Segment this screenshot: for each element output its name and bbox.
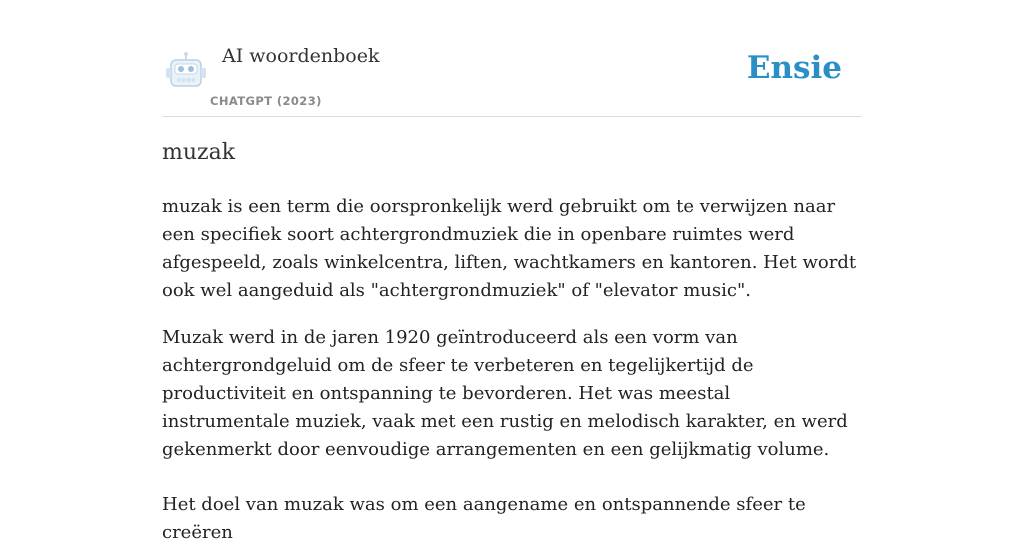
definition-paragraph: Muzak werd in de jaren 1920 geïntroduceerd als een vorm van achtergrondgeluid om de sfeer te verbeteren en tegelijkertijd de productiviteit en ontspanning te bevorderen. Het was meestal instrumentale muziek, vaak met een rustig en melodisch karakter, en werd gekenmerkt door eenvoudige arrangementen en een gelijkmatig volume.	[162, 327, 848, 460]
robot-icon	[166, 51, 206, 89]
definition-paragraph: Het doel van muzak was om een aangename en ontspannende sfeer te creëren	[162, 494, 806, 543]
page	[162, 0, 862, 543]
source-label: CHATGPT (2023)	[210, 94, 322, 108]
brand-logo[interactable]: Ensie	[746, 50, 842, 86]
definition	[162, 193, 862, 547]
definition-paragraph: muzak is een term die oorspronkelijk werd gebruikt om te verwijzen naar een specifiek soort achtergrondmuziek die in openbare ruimtes werd afgespeeld, zoals winkelcentra, liften, wachtkamers en kantoren. Het wordt ook wel aangeduid als "achtergrondmuziek" of "elevator music".	[162, 196, 857, 301]
header	[162, 0, 862, 117]
site-title[interactable]: AI woordenboek	[222, 45, 380, 67]
entry-word: muzak	[162, 140, 236, 165]
